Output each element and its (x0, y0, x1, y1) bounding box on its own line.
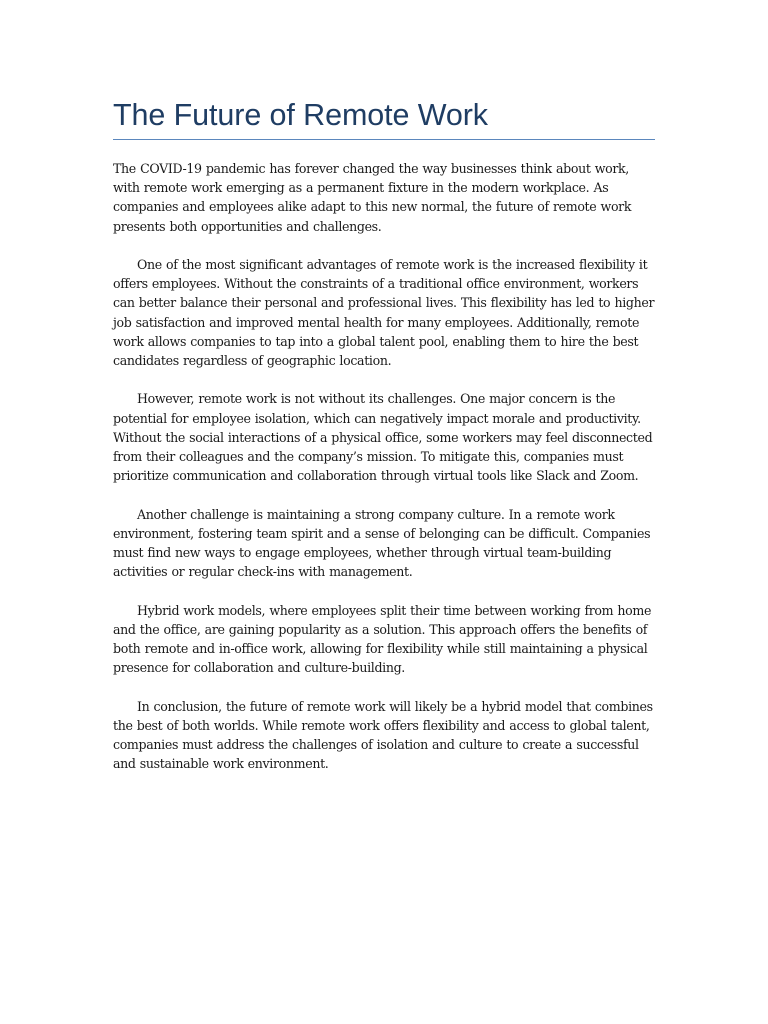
paragraph-challenges-culture: Another challenge is maintaining a strong company culture. In a remote work environment, fostering team spirit and a sense of belonging can be difficult. Companies must find new ways to engage employees, whether through virtual team-building activities or regular check-ins with management. (113, 506, 651, 580)
title-underline-rule (113, 139, 655, 140)
paragraph-challenges-isolation: However, remote work is not without its challenges. One major concern is the potential for employee isolation, which can negatively impact morale and productivity. Without the social interactions of a physical office, some workers may feel disconnected from their colleagues and the company’s mission. To mitigate this, companies must prioritize communication and collaboration through virtual tools like Slack and Zoom. (113, 391, 653, 484)
paragraph-advantages: One of the most significant advantages of remote work is the increased flexibility it offers employees. Without the constraints of a traditional office environment, workers can better balance their personal and professional lives. This flexibility has led to higher job satisfaction and improved mental health for many employees. Additionally, remote work allows companies to tap into a global talent pool, enabling them to hire the best candidates regardless of geographic location. (113, 257, 655, 369)
paragraph-conclusion: In conclusion, the future of remote work will likely be a hybrid model that combines the best of both worlds. While remote work offers flexibility and access to global talent, companies must address the challenges of isolation and culture to create a successful and sustainable work environment. (113, 698, 653, 772)
paragraph-intro: The COVID-19 pandemic has forever changed the way businesses think about work, with remote work emerging as a permanent fixture in the modern workplace. As companies and employees alike adapt to this new normal, the future of remote work presents both opportunities and challenges. (113, 161, 632, 234)
document-title: The Future of Remote Work (113, 98, 488, 132)
paragraph-hybrid-models: Hybrid work models, where employees split their time between working from home and the office, are gaining popularity as a solution. This approach offers the benefits of both remote and in-office work, allowing for flexibility while still maintaining a physical presence for collaboration and culture-building. (113, 602, 652, 676)
document-body (113, 93, 655, 793)
